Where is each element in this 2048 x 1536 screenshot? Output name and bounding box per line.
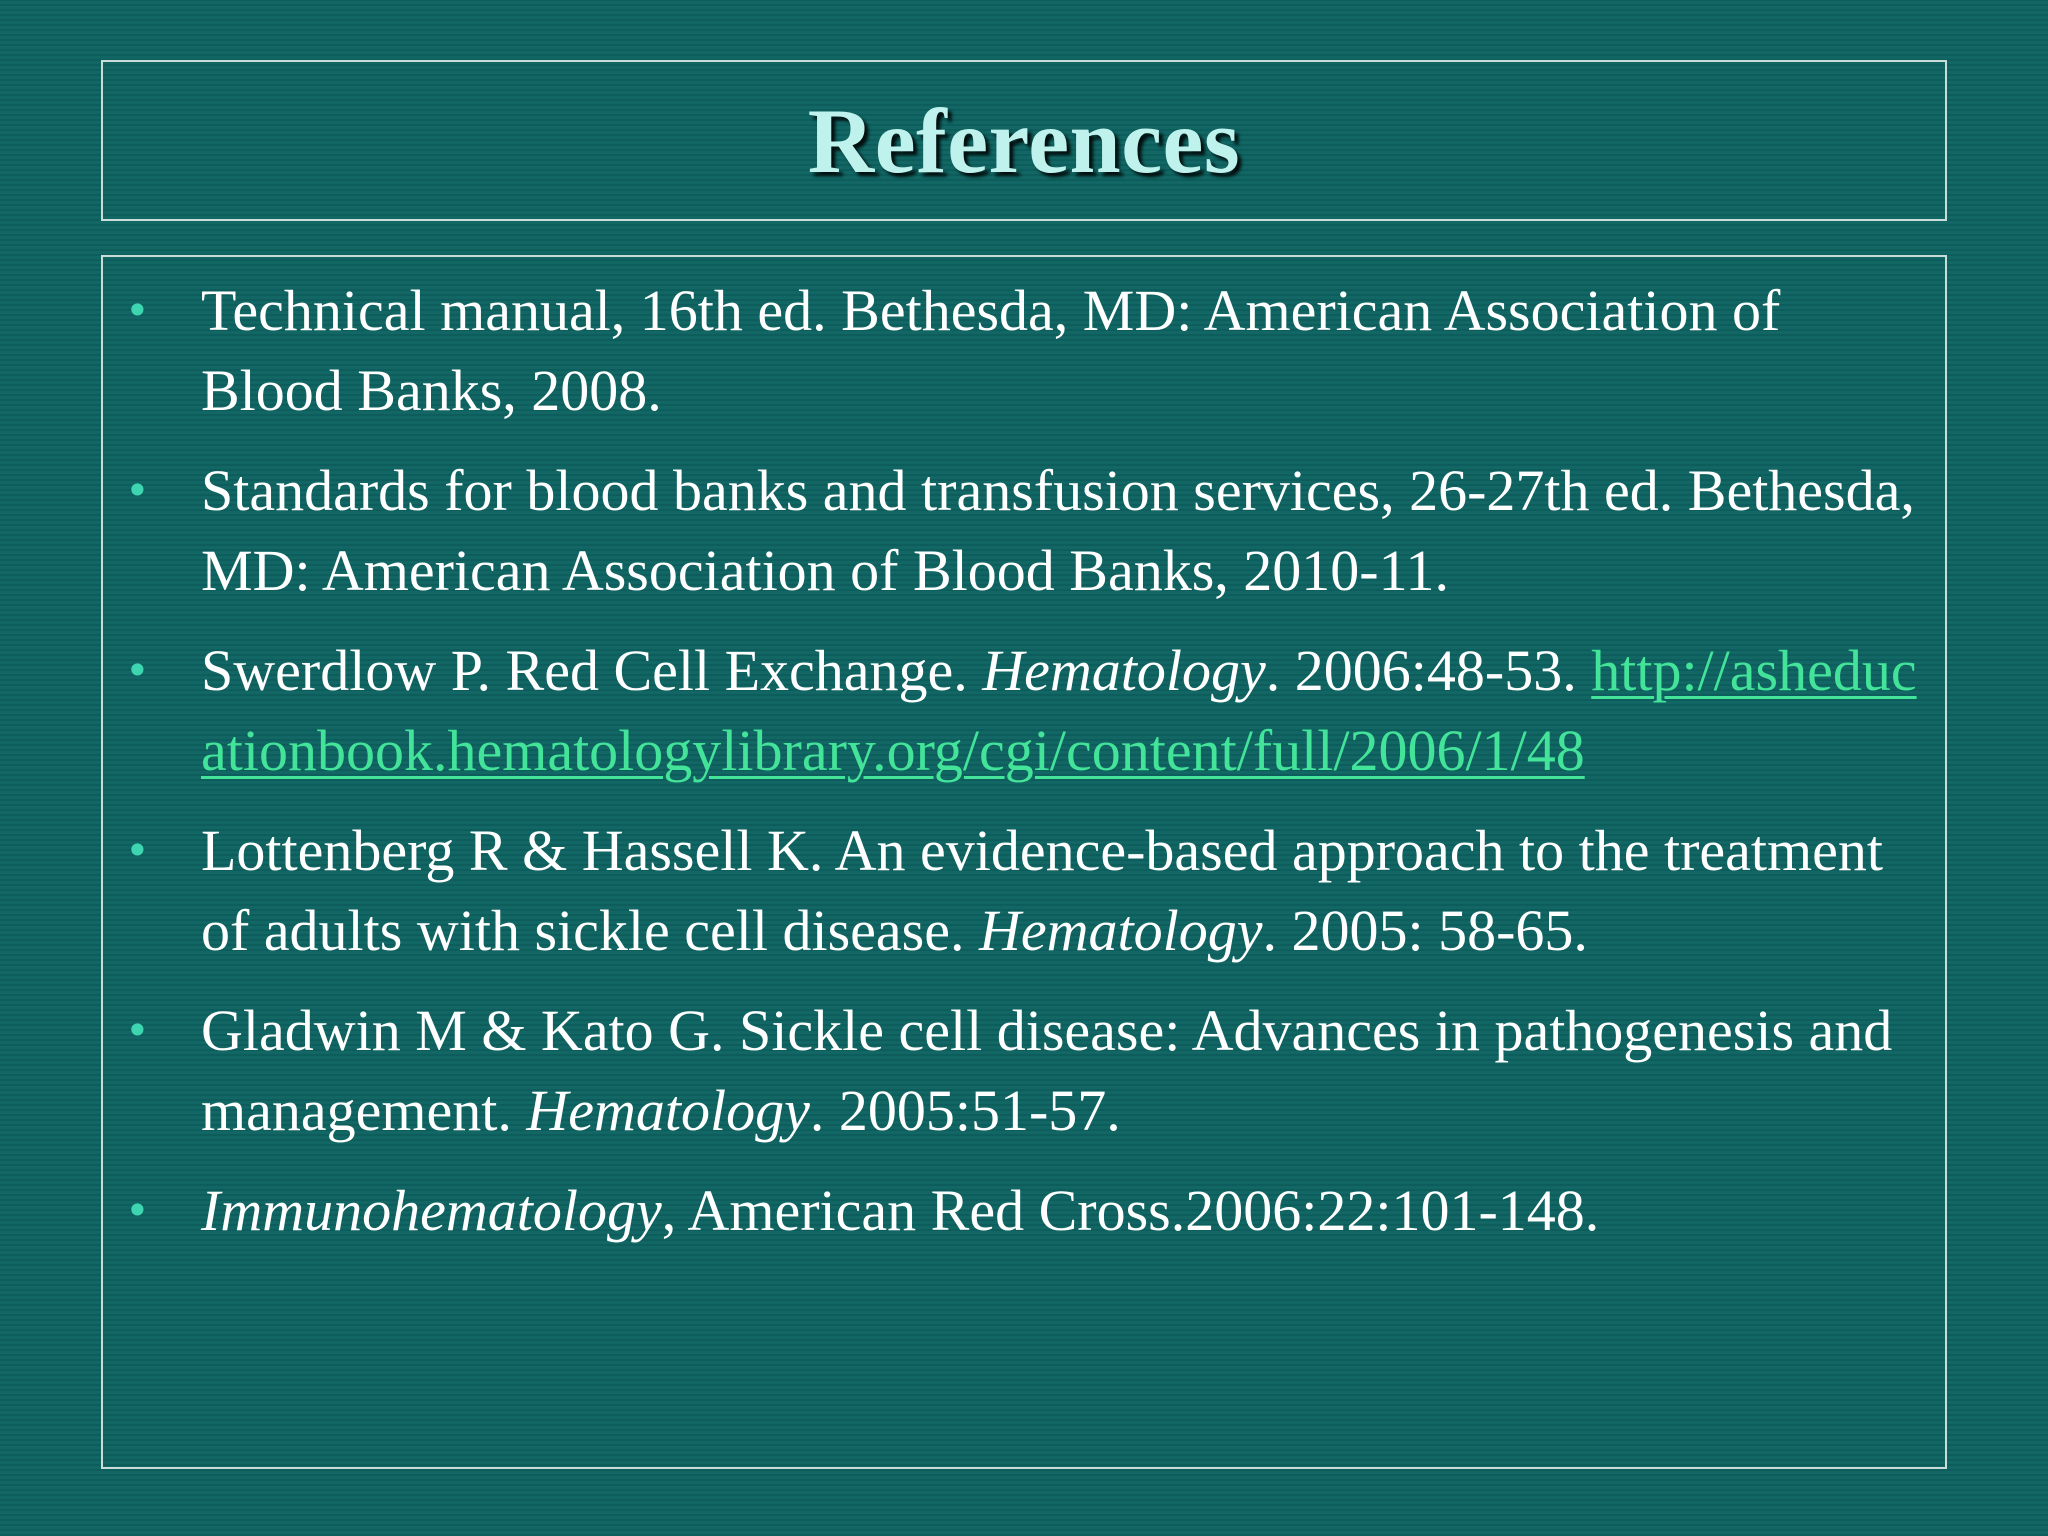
journal-name: Immunohematology [201,1178,662,1243]
bullet-icon: • [125,646,150,695]
reference-citation: . 2005: 58-65. [1262,898,1588,963]
reference-text: Technical manual, 16th ed. Bethesda, MD: American Association of Blood Banks, 2008. [201,278,1781,423]
reference-link[interactable]: http://ashеducationbook.hematologylibrary.org/cgi/content/full/2006/1/48 [201,638,1917,783]
reference-item-lottenberg [103,811,1945,971]
journal-name: Hematology [982,638,1266,703]
reference-item-technical-manual [103,271,1945,431]
reference-item-standards [103,451,1945,611]
reference-text: Lottenberg R & Hassell K. An evidence-based approach to the treatment of adults with sickle cell disease. [201,818,1883,963]
bullet-icon: • [125,826,150,875]
bullet-icon: • [125,1186,150,1235]
reference-citation: , American Red Cross.2006:22:101-148. [661,1178,1600,1243]
content-frame [101,255,1947,1469]
reference-item-immunohematology [103,1171,1945,1251]
journal-name: Hematology [526,1078,810,1143]
reference-item-swerdlow [103,631,1945,791]
reference-text: Swerdlow P. Red Cell Exchange. [201,638,983,703]
bullet-icon: • [125,1006,150,1055]
reference-text: Standards for blood banks and transfusion services, 26-27th ed. Bethesda, MD: American Association of Blood Banks, 2010-11. [201,458,1915,603]
bullet-icon: • [125,466,150,515]
reference-list [103,257,1945,1251]
reference-text: Gladwin M & Kato G. Sickle cell disease: Advances in pathogenesis and management. [201,998,1893,1143]
title-frame [101,60,1947,221]
slide-title: References [807,89,1241,192]
reference-citation: . 2005:51-57. [809,1078,1121,1143]
bullet-icon: • [125,286,150,335]
reference-item-gladwin [103,991,1945,1151]
reference-citation: . 2006:48-53. [1265,638,1592,703]
journal-name: Hematology [978,898,1263,963]
